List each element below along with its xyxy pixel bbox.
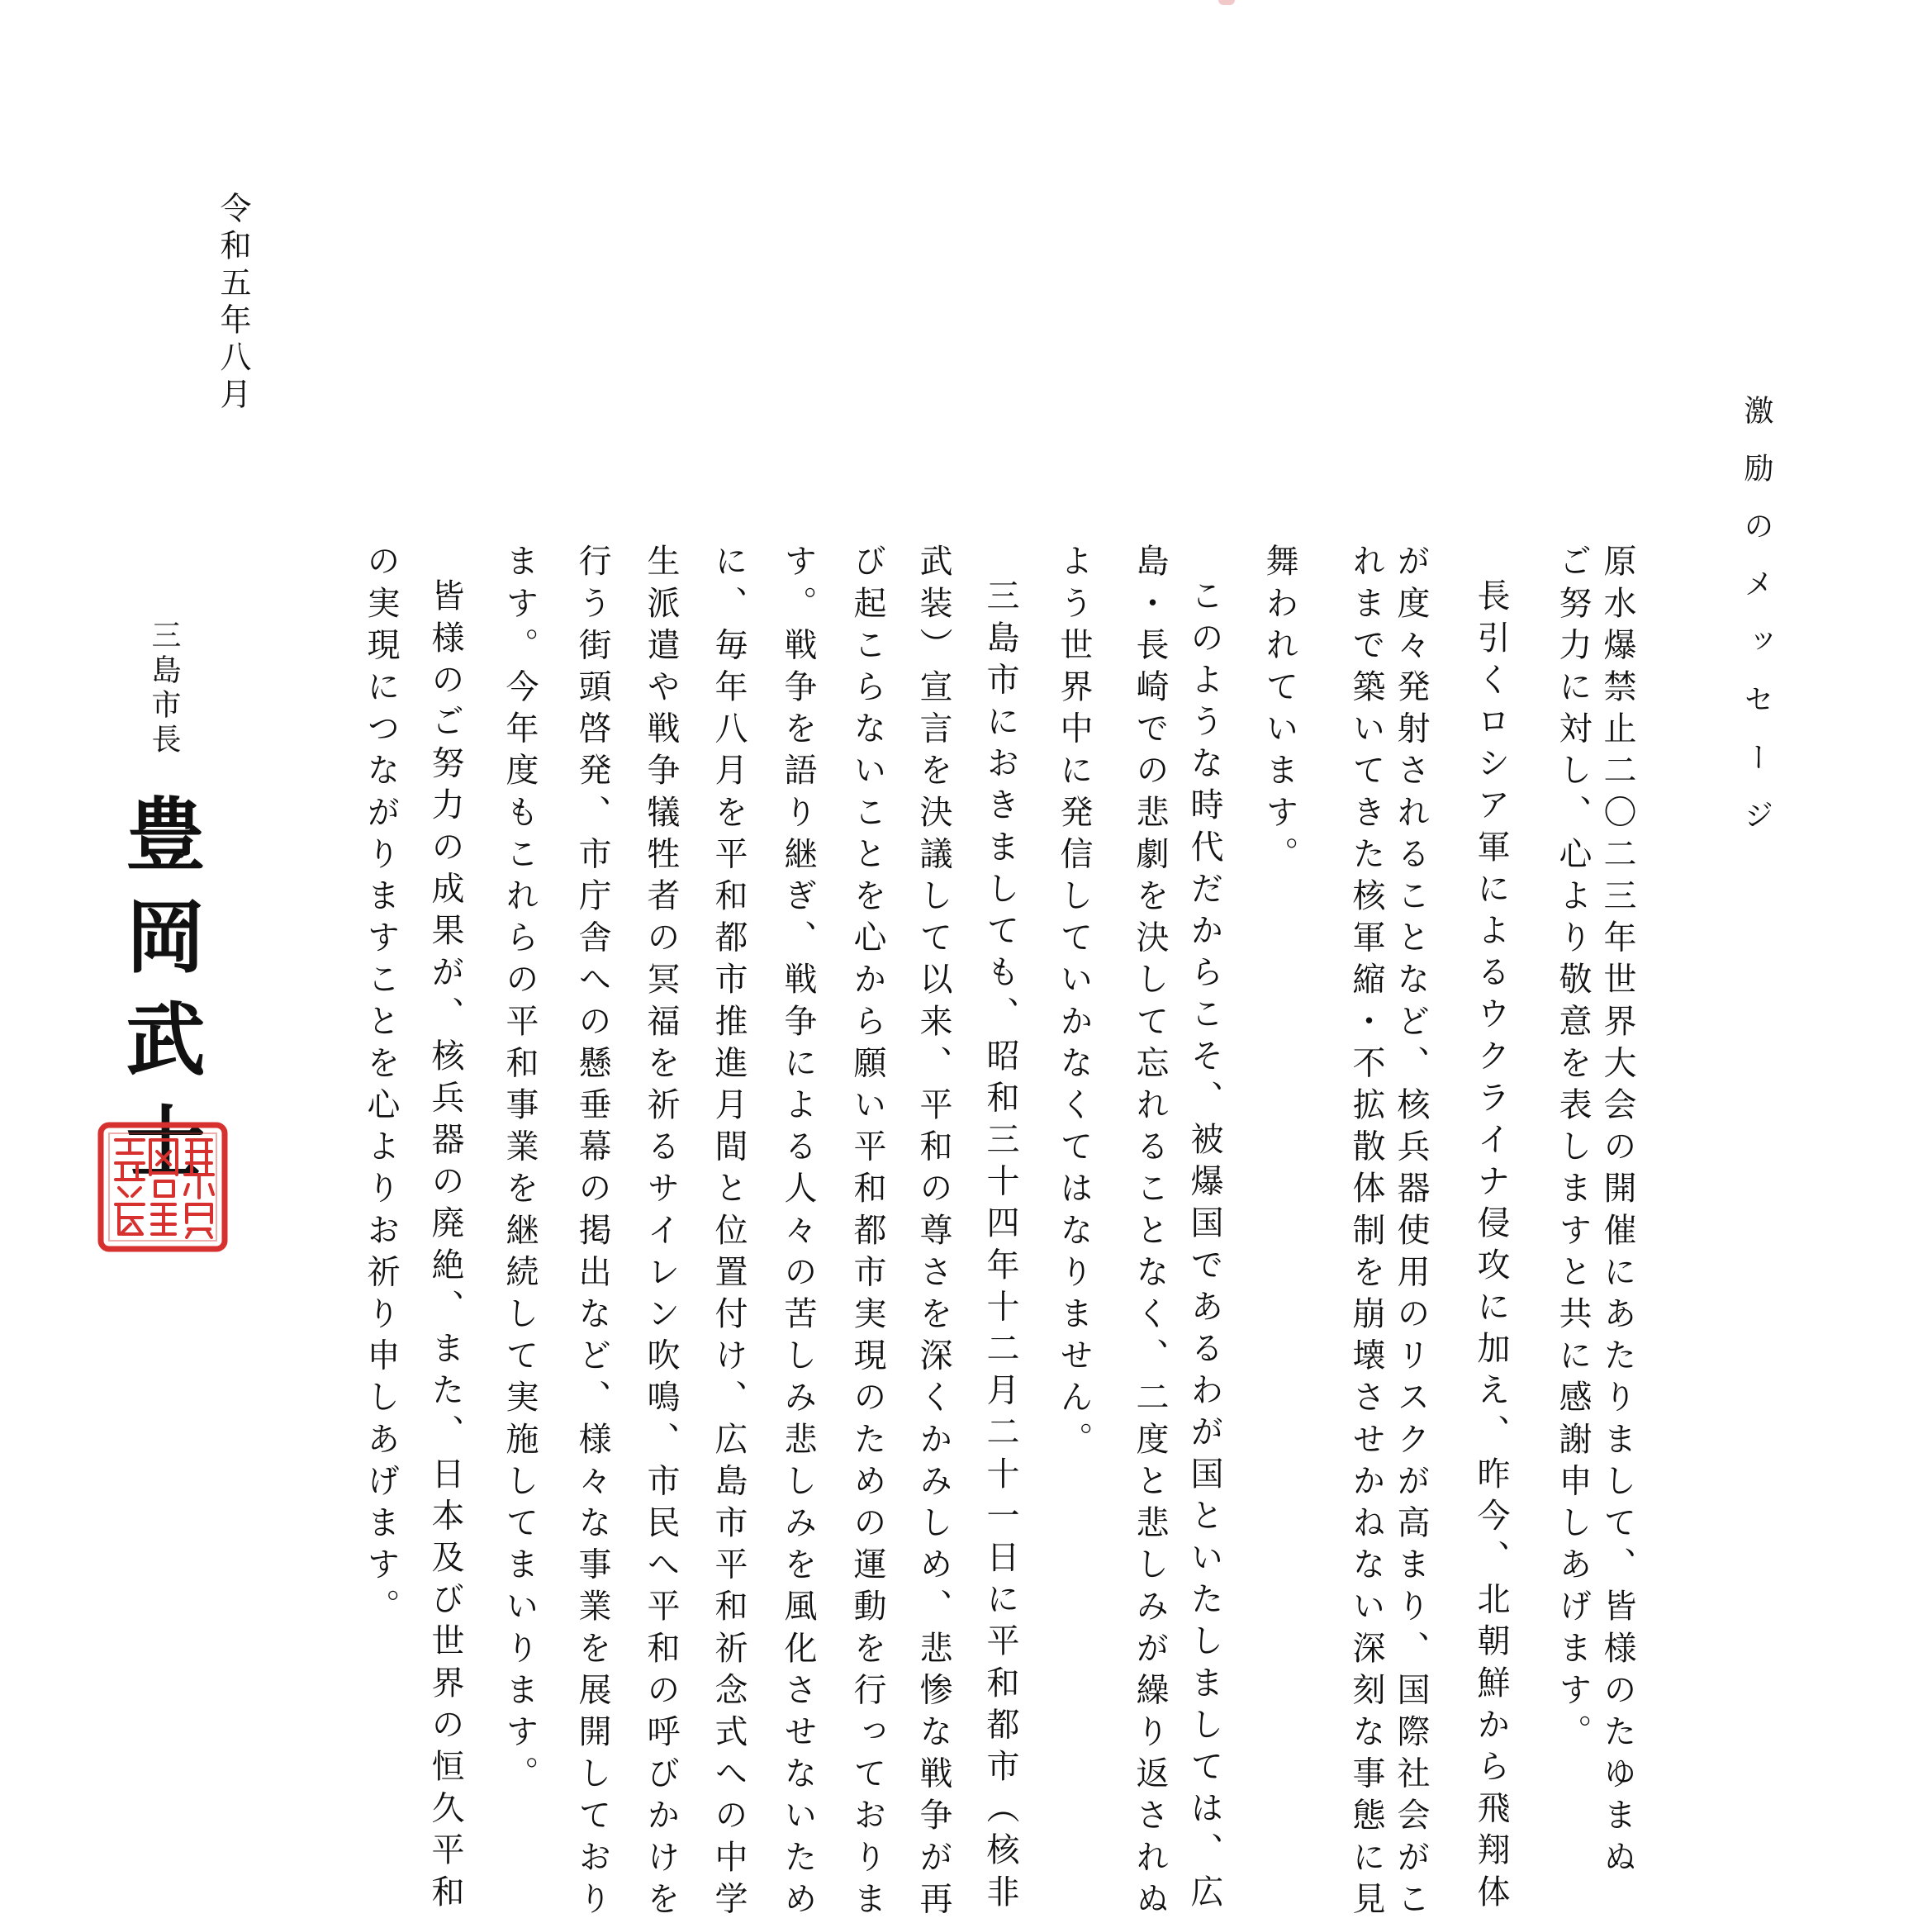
- body-line: 行う街頭啓発、市庁舎への懸垂幕の掲出など、様々な事業を展開しており: [573, 544, 611, 1923]
- body-line: ます。今年度もこれらの平和事業を継続して実施してまいります。: [501, 544, 539, 1797]
- letter-date: 令和五年八月: [215, 192, 251, 415]
- body-line: 生派遣や戦争犠牲者の冥福を祈るサイレン吹鳴、市民へ平和の呼びかけを: [642, 544, 680, 1923]
- body-line: 武装）宣言を決議して以来、平和の尊さを深くかみしめ、悲惨な戦争が再: [914, 544, 952, 1923]
- body-line: よう世界中に発信していかなくてはなりません。: [1055, 544, 1093, 1464]
- body-line: 原水爆禁止二〇二三年世界大会の開催にあたりまして、皆様のたゆまぬ: [1598, 544, 1636, 1882]
- body-line: 島・長崎での悲劇を決して忘れることなく、二度と悲しみが繰り返されぬ: [1131, 544, 1169, 1923]
- signer-name: 豊岡武士: [113, 793, 206, 1203]
- body-line: ご努力に対し、心より敬意を表しますと共に感謝申しあげます。: [1554, 544, 1592, 1756]
- body-line: 三島市におきましても、昭和三十四年十二月二十一日に平和都市（核非: [981, 578, 1019, 1916]
- letter-title: 激励のメッセージ: [1740, 395, 1773, 857]
- body-line: の実現につながりますことを心よりお祈り申しあげます。: [362, 544, 400, 1631]
- body-line: び起こらないことを心から願い平和都市実現のための運動を行っておりま: [848, 544, 886, 1923]
- body-line: このような時代だからこそ、被爆国であるわが国といたしましては、広: [1185, 578, 1223, 1916]
- signer-title: 三島市長: [147, 620, 181, 758]
- paper-mark: [1218, 0, 1235, 5]
- body-line: 舞われています。: [1260, 544, 1298, 878]
- body-line: 皆様のご努力の成果が、核兵器の廃絶、また、日本及び世界の恒久平和: [426, 578, 464, 1916]
- body-line: に、毎年八月を平和都市推進月間と位置付け、広島市平和祈念式への中学: [710, 544, 748, 1923]
- body-line: す。戦争を語り継ぎ、戦争による人々の苦しみ悲しみを風化させないため: [779, 544, 817, 1923]
- body-line: が度々発射されることなど、核兵器使用のリスクが高まり、国際社会がこ: [1392, 544, 1430, 1923]
- body-line: れまで築いてきた核軍縮・不拡散体制を崩壊させかねない深刻な事態に見: [1347, 544, 1385, 1923]
- body-line: 長引くロシア軍によるウクライナ侵攻に加え、昨今、北朝鮮から飛翔体: [1472, 578, 1510, 1916]
- official-seal: [97, 1122, 228, 1252]
